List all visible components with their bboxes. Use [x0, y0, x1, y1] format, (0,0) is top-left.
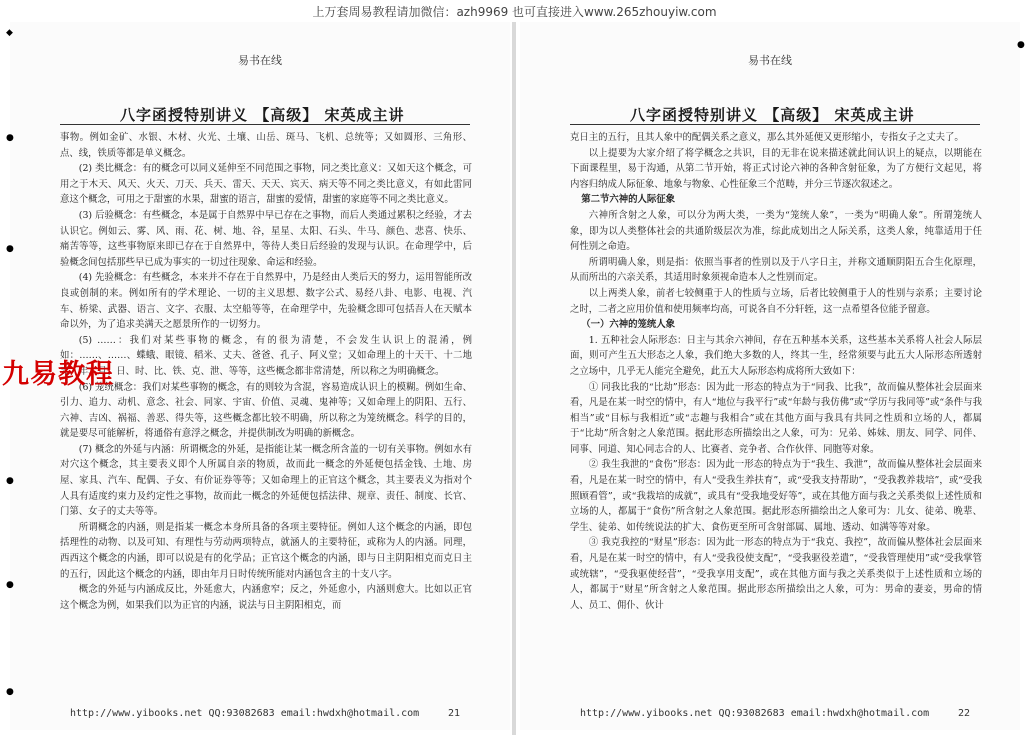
page-number: 22 [957, 708, 970, 719]
scan-dot-icon: ◆ [6, 28, 13, 38]
body-paragraph: 以上两类人象，前者七较侧重于人的性质与立场，后者比较侧重于人的性别与亲系；主要讨论之时，二者之应用价值和使用频率均高，可说各自不分轩轾，这一点希望各位能予留意。 [570, 287, 982, 315]
footer-text: http://www.yibooks.net QQ:93082683 email:hwdxh@hotmail.com [70, 708, 420, 719]
body-paragraph: (7) 概念的外延与内涵：所谓概念的外延，是指能让某一概念所含盖的一切有关事物。例如水有对穴这个概念，其主要表义即个人所属自亲的物质，故而此一概念的外延便包括金钱、土地、房屋、家具、汽车、配偶、子女、有价证券等等；又如命理上的正官这个概念，其主要表义为指对个人具有适度约束力及约定性之事物，故而此一概念的外延便包括法律、规章、责任、制度、长官、门第、女子的丈夫等等。 [60, 443, 472, 518]
running-head: 易书在线 [748, 54, 792, 67]
body-paragraph: 1. 五种社会人际形态：日主与其余六神间，存在五种基本关系，这些基本关系将人社会人际层面，则可产生五大形态之人象，我们绝大多数的人，终其一生，经常须要与此五大人际形态所透射之立场中，几乎无人能完全避免，此五大人际形态构成将所大致如下： [570, 334, 982, 377]
body-paragraph: 事物。例如金矿、水银、木材、火光、土壤、山岳、斑马、飞机、总统等；又如圆形、三角形、点、线，铁质等都是单义概念。 [60, 132, 472, 159]
scan-dot-icon: ● [6, 580, 14, 590]
body-paragraph: 克日主的五行，且其人象中的配偶关系之意义，那么其外延便又更形缩小，专指女子之丈夫了。 [570, 132, 964, 143]
scan-dot-icon: ● [6, 133, 14, 143]
title-rule [570, 124, 980, 125]
body-paragraph: 以上提要为大家介绍了将学概念之共识，目的无非在说来描述就此间认识上的疑点，以期能在下面课程里，易于沟通，从第二节开始，将正式讨论六神的各种含射征象，为了方便行文起见，将内容归纳成人际征象、地象与物象、心性征象三个范畴，并分三节逐次叙述之。 [570, 147, 982, 190]
watermark-logo: 九易教程 [2, 359, 114, 390]
section-heading: 第二节六神的人际征象 [581, 194, 676, 206]
body-paragraph: (6) 笼统概念：我们对某些事物的概念，有的则较为含混，容易造成认识上的模糊。例如生命、引力、追力、动机、意念、社会、同家、宇宙、价值、灵魂、鬼神等；又如命理上的阴阳、五行、六神、吉凶、祸福、善恶、得失等，这些概念都比较不明确，所以称之为笼统概念。科学的目的，就是要尽可能解析，将通俗有意浮之概念，并提供制改为明确的新概念。 [60, 381, 472, 440]
page-number: 21 [447, 708, 460, 719]
body-paragraph: (4) 先验概念：有些概念，本来并不存在于自然界中，乃是经由人类后天的努力，运用智能所改良或创制的来。例如所有的学术理论、一切的主义思想、数字公式、易经八卦、电影、电视、汽车、桥梁、武器、语言、文字、衣服、太空船等等，在命理学中，先验概念即可包括吾人在天赋本命以外，为了追求美满天之愿景所作的一切努力。 [60, 272, 472, 331]
page-footer [70, 708, 460, 719]
running-head: 易书在线 [238, 54, 282, 67]
footer-text: http://www.yibooks.net QQ:93082683 email:hwdxh@hotmail.com [580, 708, 930, 719]
page-title: 八字函授特别讲义 【高级】 宋英成主讲 [630, 106, 915, 124]
section-heading: （一）六神的笼统人象 [581, 319, 676, 331]
page-body [60, 130, 472, 685]
body-paragraph: 所谓明确人象，则是指：依照当事者的性别以及于八字日主，并称文通顺阴阳五合生化原理，从而所出的六亲关系，其适用时象须视命造本人之性别而定。 [570, 256, 982, 284]
right-page [520, 22, 1020, 730]
scan-dot-icon: ● [1017, 40, 1025, 50]
body-paragraph: (5) ……：我们对某些事物的概念，有的很为清楚，不会发生认识上的混淆，例如：……、……、蝶蛾、眼镜、稻米、丈夫、爸爸、孔子、阿义堂；又如命理上的十天干、十二地支、年、月、日、时、比、铁、克、泄、等等，这些概念都非常清楚，所以称之为明确概念。 [60, 334, 472, 377]
body-paragraph: (2) 类比概念：有的概念可以同义延伸至不同范围之事物，同之类比意义：又如天这个概念，可用之于木天、风天、火天、刀天、兵天、雷天、天天、宾天、病天等不同之类比意义，有如此雷同意这个概念，可用之于甜蜜的水果，甜蜜的语言，甜蜜的爱情，甜蜜的家庭等不同之类比意义。 [60, 163, 472, 206]
body-paragraph: ① 同我比我的“比劫”形态：因为此一形态的特点为于“同我、比我”，故而偏从整体社会层面来看，凡是在某一时空的情中，有人“地位与我平行”或“年龄与我仿佛”或“学历与我同等”或“条件与我相当”或“目标与我相近”或“志趣与我相合”或在其他方面与我具有共同之性质和立场的人，都属于“比劫”所含射之人象范围。据此形态所描绘出之人象，可为：兄弟、姊妹、朋友、同学、同伴、同事、同道、知心同志合的人、比赛者、竞争者、合作伙伴、同胞等对象。 [570, 381, 982, 455]
body-paragraph: 概念的外延与内涵成反比，外延愈大，内涵愈窄；反之，外延愈小，内涵则愈大。比如以正官这个概念为例，如果我们以为正官的内涵，说法与日主阴阳相克，而 [60, 584, 472, 611]
body-paragraph: 所谓概念的内涵，则是指某一概念本身所具备的各项主要特征。例如人这个概念的内涵，即包括理性的动物、以及可知、有理性与劳动两项特点，就涵人的主要特征，或称为人的内涵。同理，西西这个概念的内涵，即可以说是有的化学品；正官这个概念的内涵，即与日主阴阳相克而克日主的五行，因此这个概念的内涵，即由年月日时传统所能对内涵包含主的十支八字。 [60, 521, 472, 580]
page-body [570, 130, 982, 685]
body-paragraph: ③ 我克我控的“财星”形态：因为此一形态的特点为于“我克、我控”，故而偏从整体社会层面来看，凡是在某一时空的情中，有人“受我役使支配”，“受我驱役差遣”，“受我管理使用”或“受我掌管或统辖”，“受我驱使经营”，“受我享用支配”，或在其他方面与我之关系类似于上述性质和立场的人，都属于“财星”所含射之人象范围。据此形态所描绘出之人象，可为：男命的妻妾，男命的情人、员工、佣仆、伙计 [570, 537, 982, 611]
book-gutter [512, 22, 516, 735]
body-paragraph: ② 我生我泄的“食伤”形态：因为此一形态的特点为于“我生、我泄”，故而偏从整体社会层面来看，凡是在某一时空的情中，有人“受我生养扶育”，或“受我支持帮助”，“受我教养栽培”，或“受我照顾看管”，或“我栽培的成就”，或具有“受我地受好等”，或在其他方面与我之关系类似上述性质和立场的人，都属于“食伤”所含射之人象范围。据此形态所描绘出之人象可为：儿女、徒弟、晚辈、学生、徒弟、如传统说法的扩大、食伤更至所可含射部属、属地、透动、如满等等对象。 [570, 459, 982, 533]
title-rule [60, 124, 470, 125]
scan-dot-icon: ● [6, 476, 14, 486]
body-paragraph: 六神所含射之人象，可以分为两大类，一类为“笼统人象”，一类为“明确人象”。所谓笼统人象，即为以人类整体社会的共通阶级层次为准，综此成划出之人际关系，这类人象，纯靠适用于任何性别之命造。 [570, 209, 982, 253]
page-footer [580, 708, 970, 719]
body-paragraph: (3) 后验概念：有些概念，本是属于自然界中早已存在之事物，而后人类通过累积之经验，才去认识它。例如云、雾、风、雨、花、树、地、谷，星星、太阳、石头、牛马、颜色、悲喜、快乐、痛苦等等，这些事物原来即已存在于自然界中，等待人类日后经验的发现与认识。在命理学中，后验概念间包括那些早已成为事实的一切过往现象、命运和经验。 [60, 209, 472, 268]
page-title: 八字函授特别讲义 【高级】 宋英成主讲 [120, 106, 405, 124]
scan-dot-icon: ● [6, 244, 14, 254]
top-banner: 上万套周易教程请加微信：azh9969 也可直接进入www.265zhouyiw.com [312, 5, 717, 19]
scan-dot-icon: ● [6, 687, 14, 697]
